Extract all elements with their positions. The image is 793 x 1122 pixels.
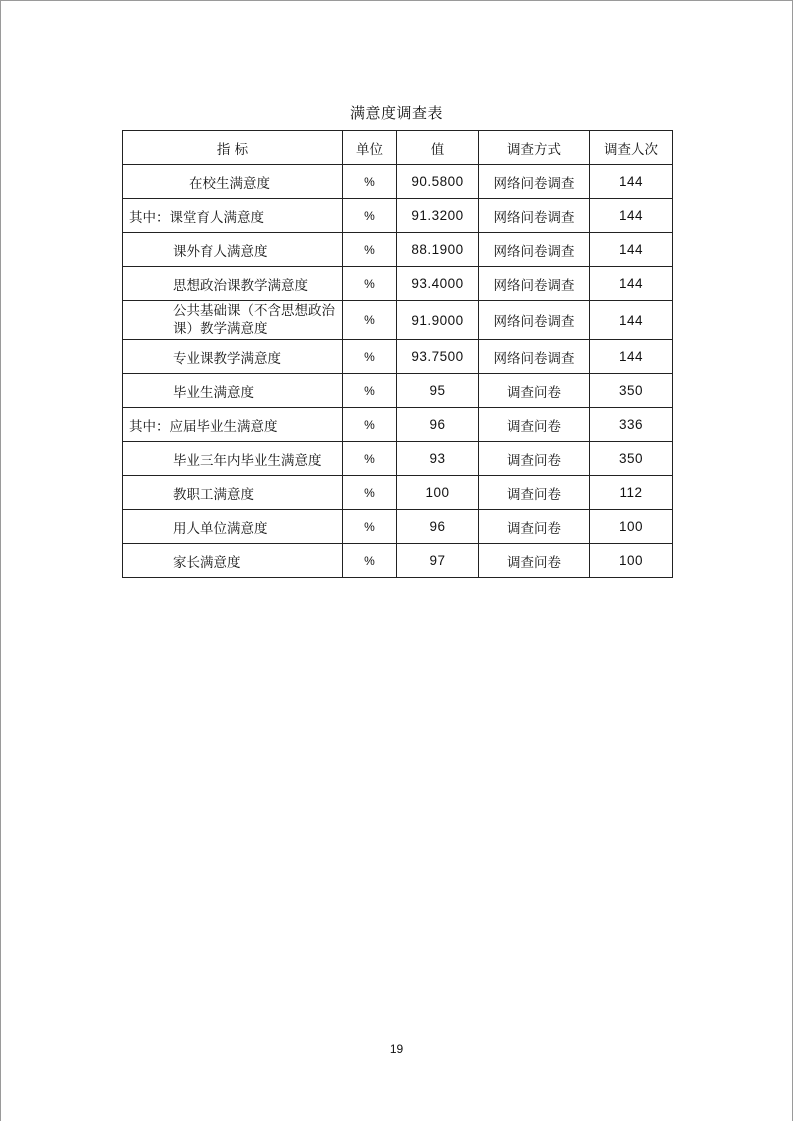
count-cell: 100 <box>590 544 673 578</box>
method-cell: 网络问卷调查 <box>479 165 590 199</box>
unit-cell: % <box>343 233 397 267</box>
header-indicator: 指 标 <box>123 131 343 165</box>
header-count: 调查人次 <box>590 131 673 165</box>
count-cell: 144 <box>590 301 673 340</box>
unit-cell: % <box>343 374 397 408</box>
unit-cell: % <box>343 476 397 510</box>
count-cell: 100 <box>590 510 673 544</box>
value-cell: 91.3200 <box>397 199 479 233</box>
count-cell: 144 <box>590 199 673 233</box>
value-cell: 96 <box>397 510 479 544</box>
value-cell: 88.1900 <box>397 233 479 267</box>
count-cell: 336 <box>590 408 673 442</box>
count-cell: 350 <box>590 442 673 476</box>
indicator-cell: 家长满意度 <box>123 544 343 578</box>
header-method: 调查方式 <box>479 131 590 165</box>
table-row <box>123 510 673 544</box>
value-cell: 97 <box>397 544 479 578</box>
method-cell: 调查问卷 <box>479 408 590 442</box>
indicator-cell: 毕业生满意度 <box>123 374 343 408</box>
method-cell: 调查问卷 <box>479 374 590 408</box>
table-row <box>123 340 673 374</box>
table-row <box>123 408 673 442</box>
value-cell: 93 <box>397 442 479 476</box>
page-number: 19 <box>389 1042 404 1056</box>
indicator-cell: 专业课教学满意度 <box>123 340 343 374</box>
table-row <box>123 476 673 510</box>
table-header-row <box>123 131 673 165</box>
table-row <box>123 267 673 301</box>
unit-cell: % <box>343 544 397 578</box>
unit-cell: % <box>343 165 397 199</box>
method-cell: 网络问卷调查 <box>479 301 590 340</box>
method-cell: 调查问卷 <box>479 442 590 476</box>
indicator-cell: 在校生满意度 <box>123 165 343 199</box>
unit-cell: % <box>343 510 397 544</box>
method-cell: 网络问卷调查 <box>479 340 590 374</box>
value-cell: 91.9000 <box>397 301 479 340</box>
table-row <box>123 199 673 233</box>
value-cell: 100 <box>397 476 479 510</box>
value-cell: 93.4000 <box>397 267 479 301</box>
unit-cell: % <box>343 199 397 233</box>
table-title: 满意度调查表 <box>349 104 443 122</box>
unit-cell: % <box>343 442 397 476</box>
indicator-cell: 其中：应届毕业生满意度 <box>123 408 343 442</box>
method-cell: 调查问卷 <box>479 544 590 578</box>
value-cell: 93.7500 <box>397 340 479 374</box>
count-cell: 350 <box>590 374 673 408</box>
table-row <box>123 165 673 199</box>
table-row <box>123 301 673 340</box>
indicator-cell: 思想政治课教学满意度 <box>123 267 343 301</box>
value-cell: 90.5800 <box>397 165 479 199</box>
indicator-cell: 毕业三年内毕业生满意度 <box>123 442 343 476</box>
header-value: 值 <box>397 131 479 165</box>
table-row <box>123 374 673 408</box>
method-cell: 网络问卷调查 <box>479 267 590 301</box>
unit-cell: % <box>343 408 397 442</box>
unit-cell: % <box>343 340 397 374</box>
table-row <box>123 442 673 476</box>
method-cell: 调查问卷 <box>479 510 590 544</box>
method-cell: 调查问卷 <box>479 476 590 510</box>
unit-cell: % <box>343 301 397 340</box>
count-cell: 144 <box>590 340 673 374</box>
unit-cell: % <box>343 267 397 301</box>
count-cell: 144 <box>590 165 673 199</box>
indicator-cell: 教职工满意度 <box>123 476 343 510</box>
header-unit: 单位 <box>343 131 397 165</box>
indicator-cell: 其中：课堂育人满意度 <box>123 199 343 233</box>
satisfaction-survey-table <box>122 130 673 578</box>
count-cell: 144 <box>590 233 673 267</box>
method-cell: 网络问卷调查 <box>479 233 590 267</box>
method-cell: 网络问卷调查 <box>479 199 590 233</box>
indicator-cell: 公共基础课（不含思想政治课）教学满意度 <box>123 301 343 340</box>
value-cell: 96 <box>397 408 479 442</box>
count-cell: 144 <box>590 267 673 301</box>
indicator-cell: 用人单位满意度 <box>123 510 343 544</box>
count-cell: 112 <box>590 476 673 510</box>
table-row <box>123 233 673 267</box>
table-row <box>123 544 673 578</box>
indicator-cell: 课外育人满意度 <box>123 233 343 267</box>
value-cell: 95 <box>397 374 479 408</box>
